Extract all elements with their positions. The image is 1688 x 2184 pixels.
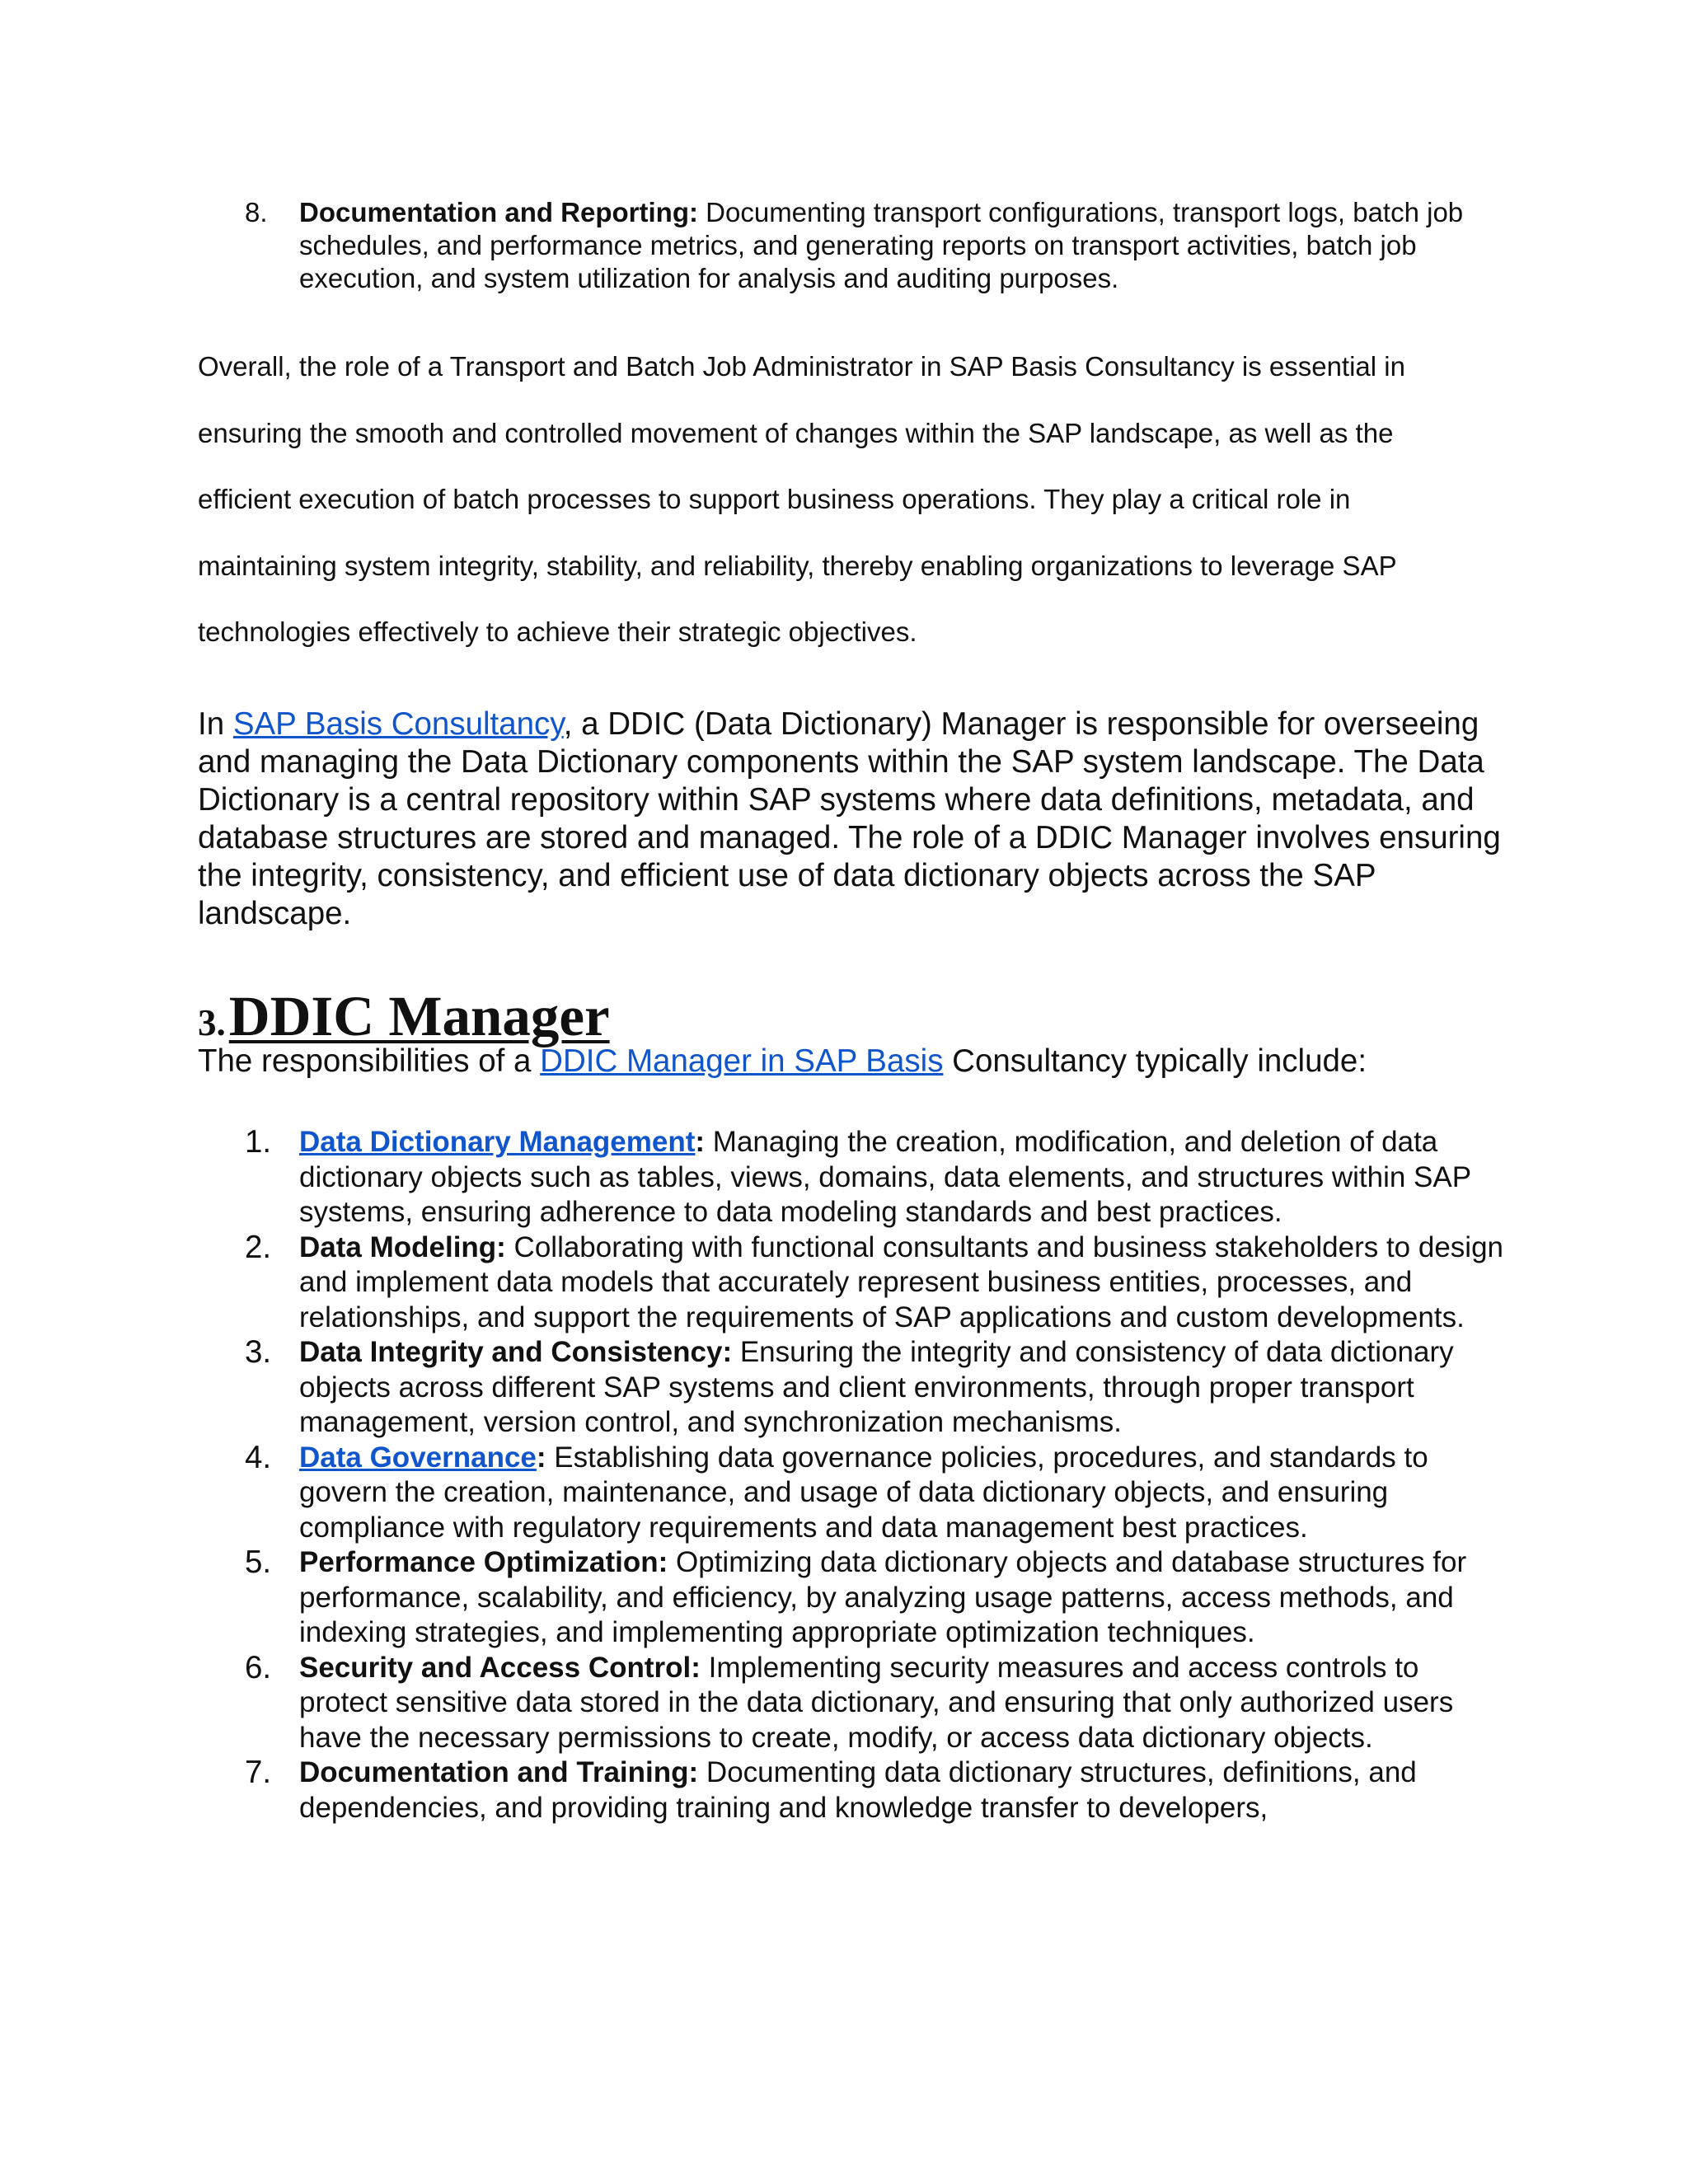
paragraph-line: technologies effectively to achieve their strategic objectives. (198, 616, 917, 647)
intro-text: , a DDIC (Data Dictionary) Manager is responsible for overseeing and managing the Data Dictionary components within the SAP system landscape. The Data Dictionary is a central repository within SAP systems where data definitions, metadata, and database structures are stored and managed. The role of a DDIC Manager involves ensuring the integrity, consistency, and efficient use of data dictionary objects across the SAP landscape. (198, 706, 1501, 931)
list-item-text: Documenting transport configurations, transport logs, batch job schedules, and performance metrics, and generating reports on transport activities, batch job execution, and system utilization for analysis and auditing purposes. (299, 197, 1464, 293)
intro-prefix: In (198, 706, 233, 742)
list-item-text: Documenting data dictionary structures, definitions, and dependencies, and providing training and knowledge transfer to developers, (299, 1756, 1417, 1824)
data-governance-link[interactable]: Data Governance (299, 1441, 537, 1474)
list-item-body (299, 196, 1511, 295)
list-number: 4. (245, 1439, 272, 1475)
list-number: 8. (245, 197, 268, 227)
list-item (245, 1755, 1514, 1825)
responsibilities-intro (198, 1043, 1517, 1080)
overall-paragraph (198, 334, 1517, 666)
list-item-text: Optimizing data dictionary objects and database structures for performance, scalability, and efficiency, by analyzing usage patterns, access methods, and indexing strategies, and implementing appropriate optimization techniques. (299, 1546, 1467, 1648)
list-item-title: Data Modeling: (299, 1230, 506, 1263)
list-item-colon: : (536, 1441, 546, 1474)
list-number: 6. (245, 1649, 272, 1685)
list-item (245, 1441, 1514, 1546)
list-number: 2. (245, 1229, 272, 1265)
list-item (245, 1125, 1514, 1230)
list-item (245, 1651, 1514, 1756)
list-item-title: Documentation and Reporting: (299, 197, 698, 227)
heading-title: DDIC Manager (228, 985, 610, 1047)
paragraph-line: ensuring the smooth and controlled movement of changes within the SAP landscape, as well as the (198, 417, 1394, 448)
resp-intro-prefix: The responsibilities of a (198, 1043, 541, 1079)
list-item (245, 1230, 1514, 1336)
list-number: 5. (245, 1544, 272, 1580)
list-number: 3. (245, 1334, 272, 1370)
list-item-text: Ensuring the integrity and consistency of data dictionary objects across different SAP systems and client environments, through proper transport management, version control, and synchronization mechanisms. (299, 1336, 1454, 1438)
resp-intro-suffix: Consultancy typically include: (943, 1043, 1367, 1079)
paragraph-line: Overall, the role of a Transport and Batch Job Administrator in SAP Basis Consultancy is essential in (198, 351, 1405, 382)
heading-number: 3. (198, 1002, 226, 1043)
list-item-title: Data Integrity and Consistency: (299, 1336, 733, 1368)
list-item (245, 1335, 1514, 1441)
section-heading (198, 984, 610, 1049)
ddic-manager-link[interactable]: DDIC Manager in SAP Basis (540, 1043, 944, 1079)
list-item-text: Establishing data governance policies, procedures, and standards to govern the creation, maintenance, and usage of data dictionary objects, and ensuring compliance with regulatory requirements and data management best practices. (299, 1441, 1428, 1544)
responsibilities-list (245, 1125, 1514, 1825)
list-item-title: Security and Access Control: (299, 1651, 701, 1684)
list-item-colon: : (695, 1126, 706, 1158)
list-number: 7. (245, 1755, 272, 1790)
paragraph-line: maintaining system integrity, stability, and reliability, thereby enabling organizations to leverage SAP (198, 550, 1397, 581)
list-number: 1. (245, 1124, 272, 1160)
list-item (245, 1545, 1514, 1651)
sap-basis-consultancy-link[interactable]: SAP Basis Consultancy (232, 706, 564, 742)
list-item-text: Managing the creation, modification, and deletion of data dictionary objects such as tables, views, domains, data elements, and structures within SAP systems, ensuring adherence to data modeling standards and best practices. (299, 1126, 1471, 1228)
list-item-title: Performance Optimization: (299, 1546, 668, 1578)
data-dictionary-management-link[interactable]: Data Dictionary Management (299, 1126, 696, 1158)
list-item-text: Implementing security measures and access controls to protect sensitive data stored in the data dictionary, and ensuring that only authorized users have the necessary permissions to create, modify, or access data dictionary objects. (299, 1651, 1454, 1754)
ddic-intro-paragraph (198, 705, 1517, 933)
paragraph-line: efficient execution of batch processes to support business operations. They play a critical role in (198, 484, 1351, 514)
list-item-text: Collaborating with functional consultants and business stakeholders to design and implement data models that accurately represent business entities, processes, and relationships, and support the requirements of SAP applications and custom developments. (299, 1230, 1504, 1333)
list-item-title: Documentation and Training: (299, 1756, 699, 1788)
